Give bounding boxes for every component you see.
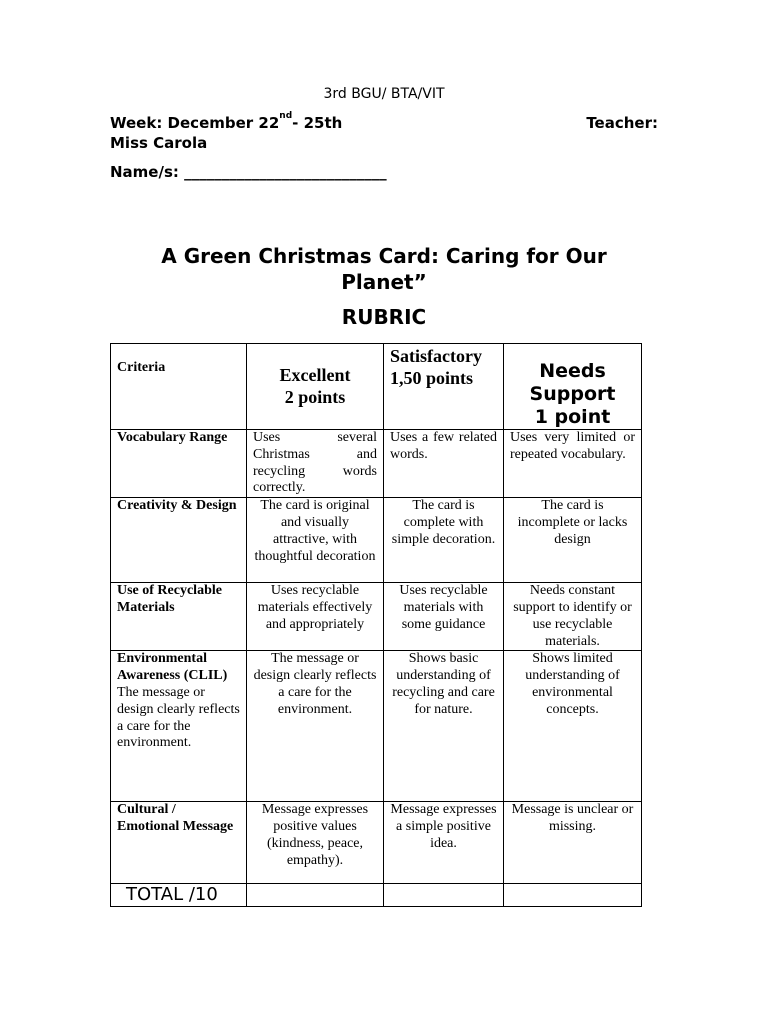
criterion-cell: Cultural / Emotional Message [111,802,247,884]
criterion-cell [111,651,247,802]
table-row [111,430,642,498]
header-needs-support [504,344,642,430]
excellent-label: Excellent [279,365,351,385]
criterion-cell: Creativity & Design [111,498,247,583]
excellent-cell: The message or design clearly reflects a care for the environment. [247,651,384,802]
satisfactory-cell: Uses a few related words. [384,430,504,498]
table-row [111,802,642,884]
header-row [111,344,642,430]
satisfactory-points: 1,50 points [390,368,474,388]
header-excellent [247,344,384,430]
needs-points: 1 point [534,406,611,428]
document-title: A Green Christmas Card: Caring for Our Planet” [161,244,607,294]
total-satisfactory-cell [384,884,504,907]
needs-label: Needs Support [529,360,616,405]
header-criteria: Criteria [111,344,247,430]
needs-cell: Shows limited understanding of environmental concepts. [504,651,642,802]
satisfactory-cell: The card is complete with simple decoration. [384,498,504,583]
satisfactory-cell: Message expresses a simple positive idea. [384,802,504,884]
satisfactory-label: Satisfactory [390,346,482,366]
week-info [110,111,343,132]
excellent-points: 2 points [284,387,346,407]
teacher-name: Miss Carola [110,134,208,152]
excellent-cell: Uses recyclable materials effectively and appropriately [247,583,384,651]
satisfactory-cell: Shows basic understanding of recycling and care for nature. [384,651,504,802]
needs-cell: Message is unclear or missing. [504,802,642,884]
criterion-description: The message or design clearly reflects a care for the environment. [117,684,240,751]
excellent-cell: Uses several Christmas and recycling words correctly. [247,430,384,498]
week-ordinal: nd [279,111,293,121]
criterion-cell: Vocabulary Range [111,430,247,498]
criterion-cell: Use of Recyclable Materials [111,583,247,651]
rubric-heading: RUBRIC [341,305,427,329]
satisfactory-cell: Uses recyclable materials with some guidance [384,583,504,651]
week-label: Week: December 22 [110,114,280,132]
excellent-cell: The card is original and visually attractive, with thoughtful decoration [247,498,384,583]
total-label: TOTAL /10 [111,884,247,907]
total-needs-cell [504,884,642,907]
total-row [111,884,642,907]
course-label: 3rd BGU/ BTA/VIT [323,86,445,102]
names-field: Name/s: ___________________________ [110,163,387,181]
table-row [111,583,642,651]
needs-cell: The card is incomplete or lacks design [504,498,642,583]
header-satisfactory [384,344,504,430]
needs-cell: Uses very limited or repeated vocabulary. [504,430,642,498]
teacher-label: Teacher: [586,114,658,132]
week-end: - 25th [292,114,343,132]
total-excellent-cell [247,884,384,907]
rubric-table [110,343,642,907]
table-row [111,651,642,802]
criterion-title: Environmental Awareness (CLIL) [117,651,228,684]
needs-cell: Needs constant support to identify or use recyclable materials. [504,583,642,651]
excellent-cell: Message expresses positive values (kindness, peace, empathy). [247,802,384,884]
table-row [111,498,642,583]
